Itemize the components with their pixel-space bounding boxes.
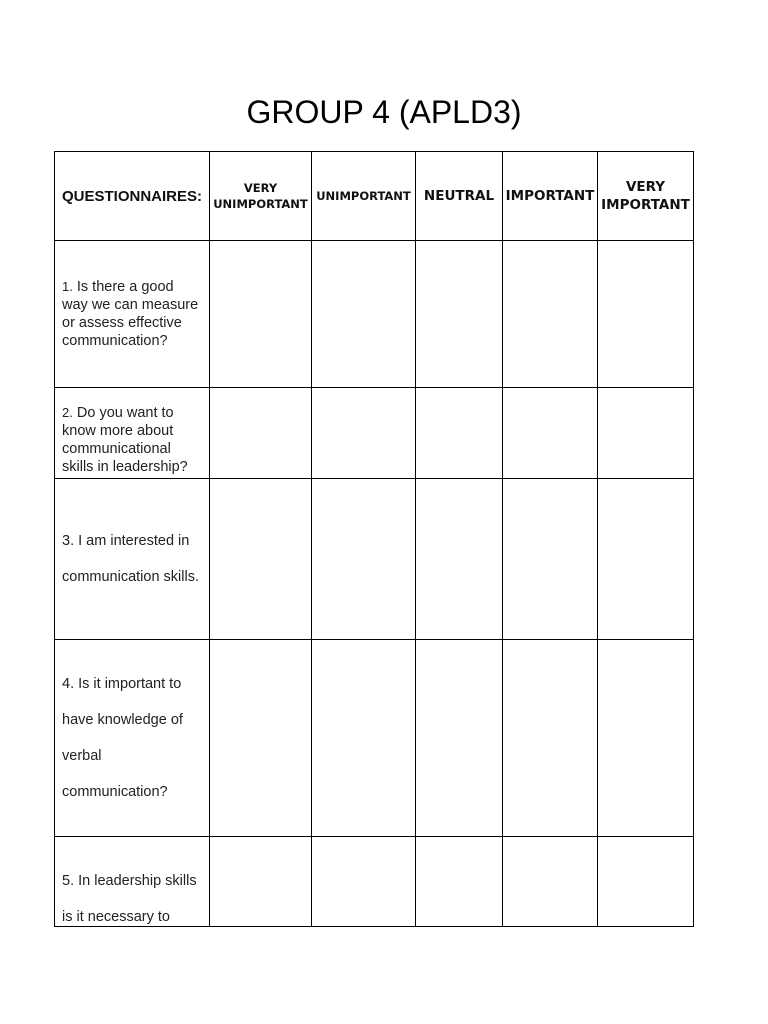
question-text: In leadership skills is it necessary to	[62, 873, 197, 925]
header-neutral: NEUTRAL	[416, 152, 503, 241]
answer-cell-very-unimportant[interactable]	[210, 241, 312, 388]
answer-cell-unimportant[interactable]	[312, 241, 416, 388]
answer-cell-very-unimportant[interactable]	[210, 479, 312, 640]
answer-cell-very-important[interactable]	[598, 241, 694, 388]
answer-cell-unimportant[interactable]	[312, 640, 416, 837]
table-row	[55, 479, 694, 640]
answer-cell-neutral[interactable]	[416, 837, 503, 927]
question-number: 3.	[62, 533, 75, 549]
question-cell	[55, 388, 210, 479]
answer-cell-very-important[interactable]	[598, 479, 694, 640]
answer-cell-important[interactable]	[503, 479, 598, 640]
answer-cell-very-important[interactable]	[598, 388, 694, 479]
table-row	[55, 837, 694, 927]
answer-cell-unimportant[interactable]	[312, 479, 416, 640]
answer-cell-neutral[interactable]	[416, 479, 503, 640]
answer-cell-important[interactable]	[503, 388, 598, 479]
header-very-important: VERY IMPORTANT	[598, 152, 694, 241]
page-title: GROUP 4 (APLD3)	[246, 94, 522, 130]
answer-cell-very-unimportant[interactable]	[210, 640, 312, 837]
question-text: I am interested in communication skills.	[62, 533, 199, 585]
answer-cell-important[interactable]	[503, 640, 598, 837]
question-text: Do you want to know more about communicational skills in leadership?	[62, 405, 188, 475]
answer-cell-very-unimportant[interactable]	[210, 837, 312, 927]
question-cell	[55, 241, 210, 388]
question-cell	[55, 837, 210, 927]
question-number: 2.	[62, 405, 73, 420]
answer-cell-important[interactable]	[503, 241, 598, 388]
question-cell	[55, 640, 210, 837]
header-questionnaires: QUESTIONNAIRES:	[55, 152, 210, 241]
header-very-unimportant: VERY UNIMPORTANT	[210, 152, 312, 241]
answer-cell-important[interactable]	[503, 837, 598, 927]
answer-cell-neutral[interactable]	[416, 640, 503, 837]
table-row	[55, 388, 694, 479]
answer-cell-unimportant[interactable]	[312, 388, 416, 479]
table-header-row	[55, 152, 694, 241]
question-text: Is it important to have knowledge of verbal communication?	[62, 676, 183, 800]
question-number: 5.	[62, 873, 75, 889]
question-text: Is there a good way we can measure or assess effective communication?	[62, 279, 199, 349]
table-row	[55, 241, 694, 388]
answer-cell-neutral[interactable]	[416, 241, 503, 388]
questionnaire-table	[54, 151, 694, 927]
header-important: IMPORTANT	[503, 152, 598, 241]
question-number: 4.	[62, 676, 75, 692]
answer-cell-neutral[interactable]	[416, 388, 503, 479]
table-row	[55, 640, 694, 837]
question-number: 1.	[62, 279, 73, 294]
answer-cell-unimportant[interactable]	[312, 837, 416, 927]
answer-cell-very-important[interactable]	[598, 837, 694, 927]
answer-cell-very-unimportant[interactable]	[210, 388, 312, 479]
answer-cell-very-important[interactable]	[598, 640, 694, 837]
header-unimportant: UNIMPORTANT	[312, 152, 416, 241]
question-cell	[55, 479, 210, 640]
